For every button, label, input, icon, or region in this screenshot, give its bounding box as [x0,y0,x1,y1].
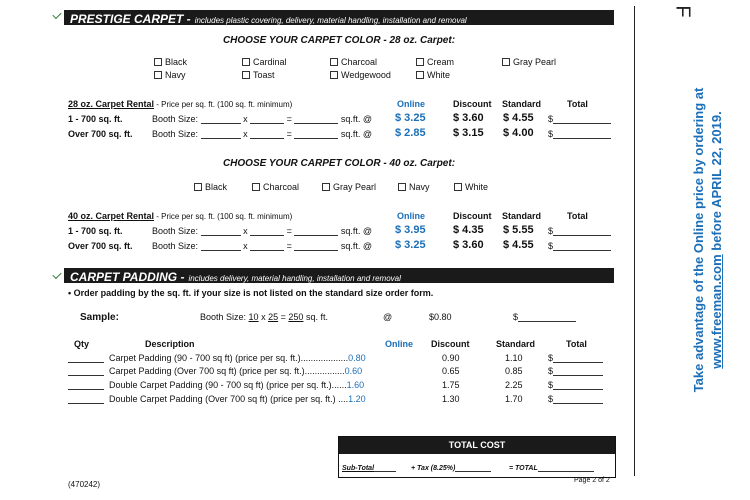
total-field[interactable]: $ [548,394,603,404]
total-field[interactable]: $ [548,114,611,124]
booth-length-field[interactable] [250,129,284,139]
qty-field[interactable] [68,366,104,376]
color-checkbox-white-40[interactable]: White [454,182,488,192]
carpet-padding-bar [64,268,614,283]
qty-field[interactable] [68,353,104,363]
header-online: Online [397,211,426,221]
vertical-divider [634,6,635,476]
sample-label: Sample: [80,312,119,323]
header-standard: Standard [502,99,542,109]
discount-price: $ 3.60 [453,239,484,251]
color-checkbox-toast-28[interactable]: Toast [242,70,275,80]
online-promo-sidebar [690,88,726,393]
header-total: Total [566,339,587,349]
total-field[interactable]: $ [548,226,611,236]
check-mark-icon [52,270,61,279]
table-row: Double Carpet Padding (90 - 700 sq ft) (price per sq. ft.)......1.60 [68,380,364,390]
standard-price: 1.70 [505,394,523,404]
standard-price: $ 4.55 [503,112,534,124]
grand-total-field[interactable]: = TOTAL [509,464,594,472]
corner-letter: F [671,5,694,18]
discount-price: 0.65 [442,366,460,376]
qty-field[interactable] [68,380,104,390]
booth-area-field[interactable] [294,114,338,124]
discount-price: $ 3.60 [453,112,484,124]
section-title: CARPET PADDING - [70,270,185,283]
booth-size-row: Booth Size: x = sq.ft. @ [152,114,373,124]
color-checkbox-navy-40[interactable]: Navy [398,182,430,192]
tax-field[interactable]: + Tax (8.25%) [411,464,491,472]
subtotal-field[interactable]: Sub-Total [342,464,396,472]
online-price: $ 2.85 [395,127,426,139]
header-description: Description [145,339,195,349]
booth-size-row: Booth Size: x = sq.ft. @ [152,226,373,236]
color-checkbox-charcoal-28[interactable]: Charcoal [330,57,377,67]
form-code: (470242) [68,480,101,489]
standard-price: 0.85 [505,366,523,376]
color-checkbox-black-28[interactable]: Black [154,57,187,67]
sample-at: @ [383,312,393,322]
total-cost-header: TOTAL COST [339,437,615,454]
sample-total: $ [513,312,576,322]
booth-size-row: Booth Size: x = sq.ft. @ [152,241,373,251]
prestige-carpet-bar [64,10,614,25]
booth-length-field[interactable] [250,114,284,124]
booth-area-field[interactable] [294,226,338,236]
rental-40-label: 40 oz. Carpet Rental - Price per sq. ft. (100 sq. ft. minimum) [68,211,293,221]
color-checkbox-charcoal-40[interactable]: Charcoal [252,182,299,192]
color-checkbox-cream-28[interactable]: Cream [416,57,454,67]
standard-price: 1.10 [505,353,523,363]
discount-price: 1.75 [442,380,460,390]
booth-width-field[interactable] [201,114,241,124]
padding-instruction: • Order padding by the sq. ft. if your size is not listed on the standard size order form. [68,288,434,298]
color-checkbox-gray-pearl-28[interactable]: Gray Pearl [502,57,556,67]
choose-color-40-heading: CHOOSE YOUR CARPET COLOR - 40 oz. Carpet: [222,158,456,169]
check-mark-icon [52,10,61,19]
total-field[interactable]: $ [548,353,603,363]
discount-price: $ 3.15 [453,127,484,139]
booth-width-field[interactable] [201,241,241,251]
total-field[interactable]: $ [548,129,611,139]
freeman-link[interactable]: www.freeman.com [709,254,724,369]
header-discount: Discount [431,339,470,349]
qty-field[interactable] [68,394,104,404]
header-online: Online [385,339,414,349]
page-number: Page 2 of 2 [574,477,610,484]
color-checkbox-cardinal-28[interactable]: Cardinal [242,57,287,67]
color-checkbox-white-28[interactable]: White [416,70,450,80]
discount-price: $ 4.35 [453,224,484,236]
section-title: PRESTIGE CARPET - [70,12,191,25]
color-checkbox-wedgewood-28[interactable]: Wedgewood [330,70,391,80]
standard-price: $ 5.55 [503,224,534,236]
table-row: Carpet Padding (Over 700 sq ft) (price per sq. ft.)................0.60 [68,366,362,376]
color-checkbox-black-40[interactable]: Black [194,182,227,192]
header-discount: Discount [453,99,492,109]
header-qty: Qty [74,339,90,349]
booth-length-field[interactable] [250,226,284,236]
header-standard: Standard [502,211,542,221]
choose-color-28-heading: CHOOSE YOUR CARPET COLOR - 28 oz. Carpet: [222,35,456,46]
standard-price: 2.25 [505,380,523,390]
standard-price: $ 4.00 [503,127,534,139]
promo-line-1: Take advantage of the Online price by ordering at [691,87,706,393]
color-checkbox-navy-28[interactable]: Navy [154,70,186,80]
table-row: Carpet Padding (90 - 700 sq ft) (price per sq. ft.)...................0.80 [68,353,366,363]
discount-price: 1.30 [442,394,460,404]
total-cost-box [338,436,616,478]
section-subtitle: includes plastic covering, delivery, material handling, installation and removal [194,16,467,25]
online-price: $ 3.25 [395,239,426,251]
booth-width-field[interactable] [201,129,241,139]
header-online: Online [397,99,426,109]
color-checkbox-gray-pearl-40[interactable]: Gray Pearl [322,182,376,192]
header-standard: Standard [496,339,536,349]
online-price: $ 3.95 [395,224,426,236]
total-field[interactable]: $ [548,380,603,390]
row-range: 1 - 700 sq. ft. [68,114,123,124]
standard-price: $ 4.55 [503,239,534,251]
row-range: Over 700 sq. ft. [68,129,133,139]
promo-line-2: www.freeman.com before APRIL 22, 2019. [709,111,724,369]
header-total: Total [567,99,588,109]
rental-28-label: 28 oz. Carpet Rental - Price per sq. ft. (100 sq. ft. minimum) [68,99,293,109]
booth-area-field[interactable] [294,129,338,139]
sample-booth-size: Booth Size: 10 x 25 = 250 sq. ft. [200,312,328,322]
booth-width-field[interactable] [201,226,241,236]
discount-price: 0.90 [442,353,460,363]
row-range: Over 700 sq. ft. [68,241,133,251]
online-price: $ 3.25 [395,112,426,124]
row-range: 1 - 700 sq. ft. [68,226,123,236]
table-row: Double Carpet Padding (Over 700 sq ft) (price per sq. ft.) ....1.20 [68,394,366,404]
total-field[interactable]: $ [548,241,611,251]
booth-length-field[interactable] [250,241,284,251]
header-total: Total [567,211,588,221]
booth-area-field[interactable] [294,241,338,251]
total-field[interactable]: $ [548,366,603,376]
header-discount: Discount [453,211,492,221]
booth-size-row: Booth Size: x = sq.ft. @ [152,129,373,139]
sample-price: $0.80 [429,312,452,322]
section-subtitle: includes delivery, material handling, installation and removal [188,274,401,283]
